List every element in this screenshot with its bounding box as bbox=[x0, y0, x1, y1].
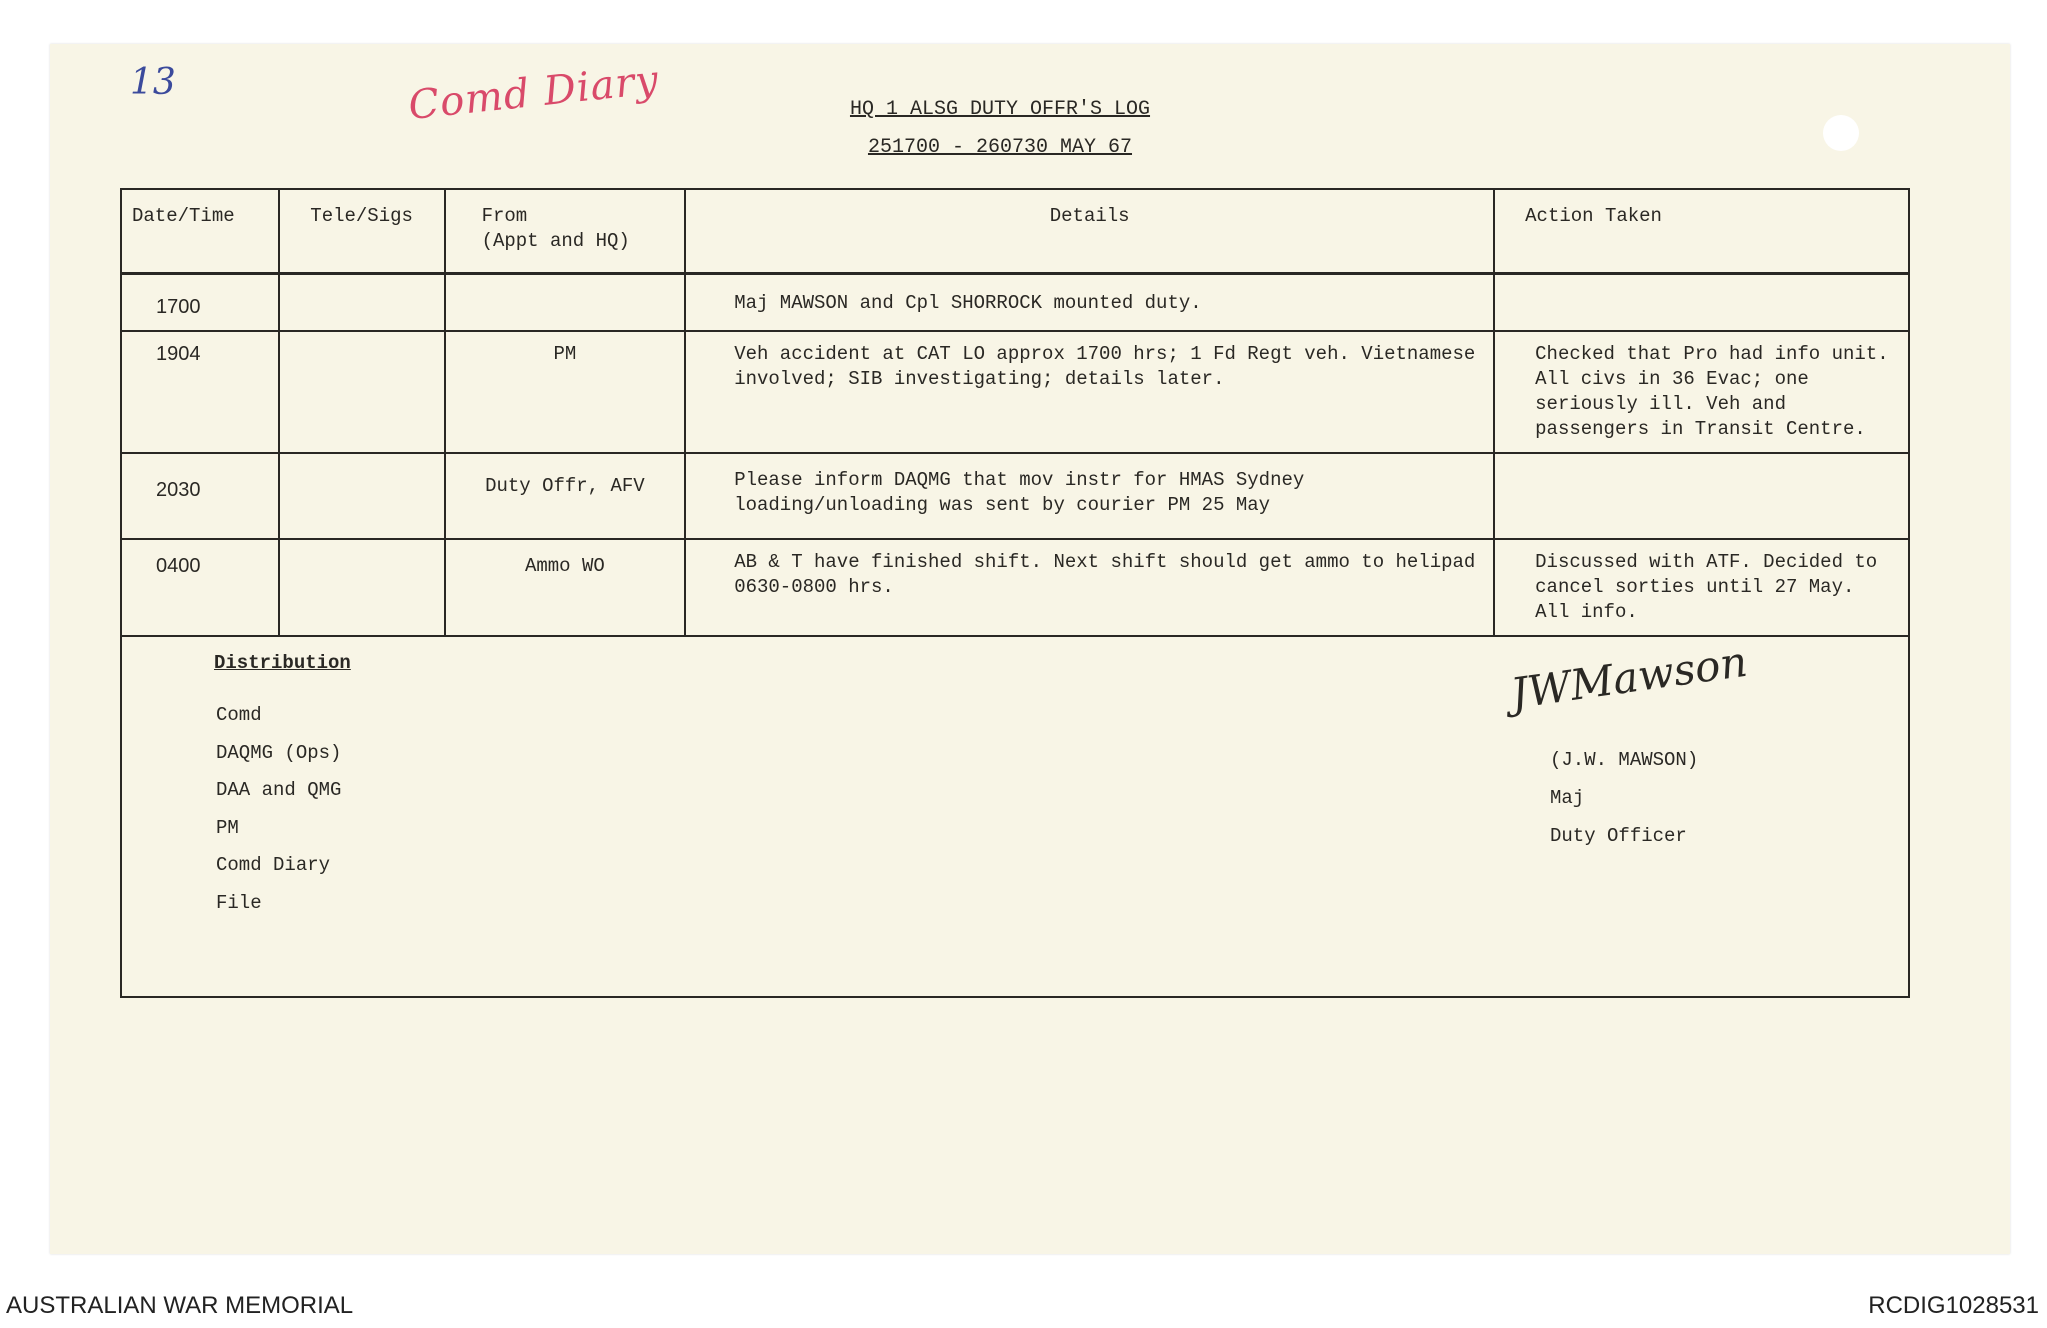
header-action-taken: Action Taken bbox=[1494, 189, 1909, 274]
row-action bbox=[1494, 453, 1909, 539]
signatory-role: Duty Officer bbox=[1550, 825, 1687, 847]
row-time: 2030 bbox=[121, 453, 279, 539]
row-time: 1904 bbox=[121, 331, 279, 453]
signature-block bbox=[1550, 741, 1698, 855]
table-header-row bbox=[121, 189, 1909, 274]
row-time: 0400 bbox=[121, 539, 279, 636]
distribution-title: Distribution bbox=[214, 652, 351, 674]
distribution-item: Comd Diary bbox=[216, 854, 331, 876]
signatory-rank: Maj bbox=[1550, 787, 1585, 809]
distribution-item: PM bbox=[216, 816, 239, 839]
row-from bbox=[445, 274, 686, 332]
distribution-cell bbox=[121, 636, 1909, 997]
distribution-item: File bbox=[216, 891, 262, 914]
header-from bbox=[445, 189, 686, 274]
table-row bbox=[121, 274, 1909, 332]
row-action bbox=[1494, 274, 1909, 332]
row-action: Checked that Pro had info unit. All civs in 36 Evac; one seriously ill. Veh and passengers in Transit Centre. bbox=[1494, 331, 1909, 453]
distribution-list bbox=[216, 697, 341, 922]
row-action: Discussed with ATF. Decided to cancel sorties until 27 May. All info. bbox=[1494, 539, 1909, 636]
row-details: Veh accident at CAT LO approx 1700 hrs; 1 Fd Regt veh. Vietnamese involved; SIB investigating; details later. bbox=[685, 331, 1494, 453]
footer-row bbox=[121, 636, 1909, 997]
signatory-name: (J.W. MAWSON) bbox=[1550, 749, 1699, 771]
row-from: Ammo WO bbox=[445, 539, 686, 636]
handwritten-annotation: Comd Diary bbox=[406, 56, 662, 130]
row-tele-sigs bbox=[279, 453, 445, 539]
handwritten-page-number: 13 bbox=[130, 62, 176, 103]
header-from-sub: (Appt and HQ) bbox=[481, 230, 630, 252]
distribution-item: DAQMG (Ops) bbox=[216, 741, 342, 764]
row-from: PM bbox=[445, 331, 686, 453]
log-title: HQ 1 ALSG DUTY OFFR'S LOG bbox=[849, 98, 1151, 121]
record-id: RCDIG1028531 bbox=[1868, 1292, 2039, 1319]
row-tele-sigs bbox=[279, 539, 445, 636]
row-tele-sigs bbox=[279, 331, 445, 453]
punch-hole bbox=[1823, 115, 1859, 151]
row-time: 1700 bbox=[121, 274, 279, 332]
table-row bbox=[121, 539, 1909, 636]
table-row bbox=[121, 331, 1909, 453]
log-period: 251700 - 260730 MAY 67 bbox=[867, 136, 1133, 159]
distribution-item: DAA and QMG bbox=[216, 779, 342, 801]
row-tele-sigs bbox=[279, 274, 445, 332]
table-row bbox=[121, 453, 1909, 539]
archive-label: AUSTRALIAN WAR MEMORIAL bbox=[6, 1292, 354, 1319]
handwritten-signature: JWMawson bbox=[1507, 636, 1751, 719]
duty-log-table bbox=[120, 188, 1910, 998]
row-from: Duty Offr, AFV bbox=[445, 453, 686, 539]
header-details: Details bbox=[685, 189, 1494, 274]
row-details: Please inform DAQMG that mov instr for HMAS Sydney loading/unloading was sent by courier PM 25 May bbox=[685, 453, 1494, 539]
row-details: AB & T have finished shift. Next shift should get ammo to helipad 0630-0800 hrs. bbox=[685, 539, 1494, 636]
distribution-item: Comd bbox=[216, 704, 262, 726]
header-from-label: From bbox=[481, 205, 528, 227]
header-date-time: Date/Time bbox=[121, 189, 279, 274]
row-details: Maj MAWSON and Cpl SHORROCK mounted duty. bbox=[685, 274, 1494, 332]
header-tele-sigs: Tele/Sigs bbox=[279, 189, 445, 274]
